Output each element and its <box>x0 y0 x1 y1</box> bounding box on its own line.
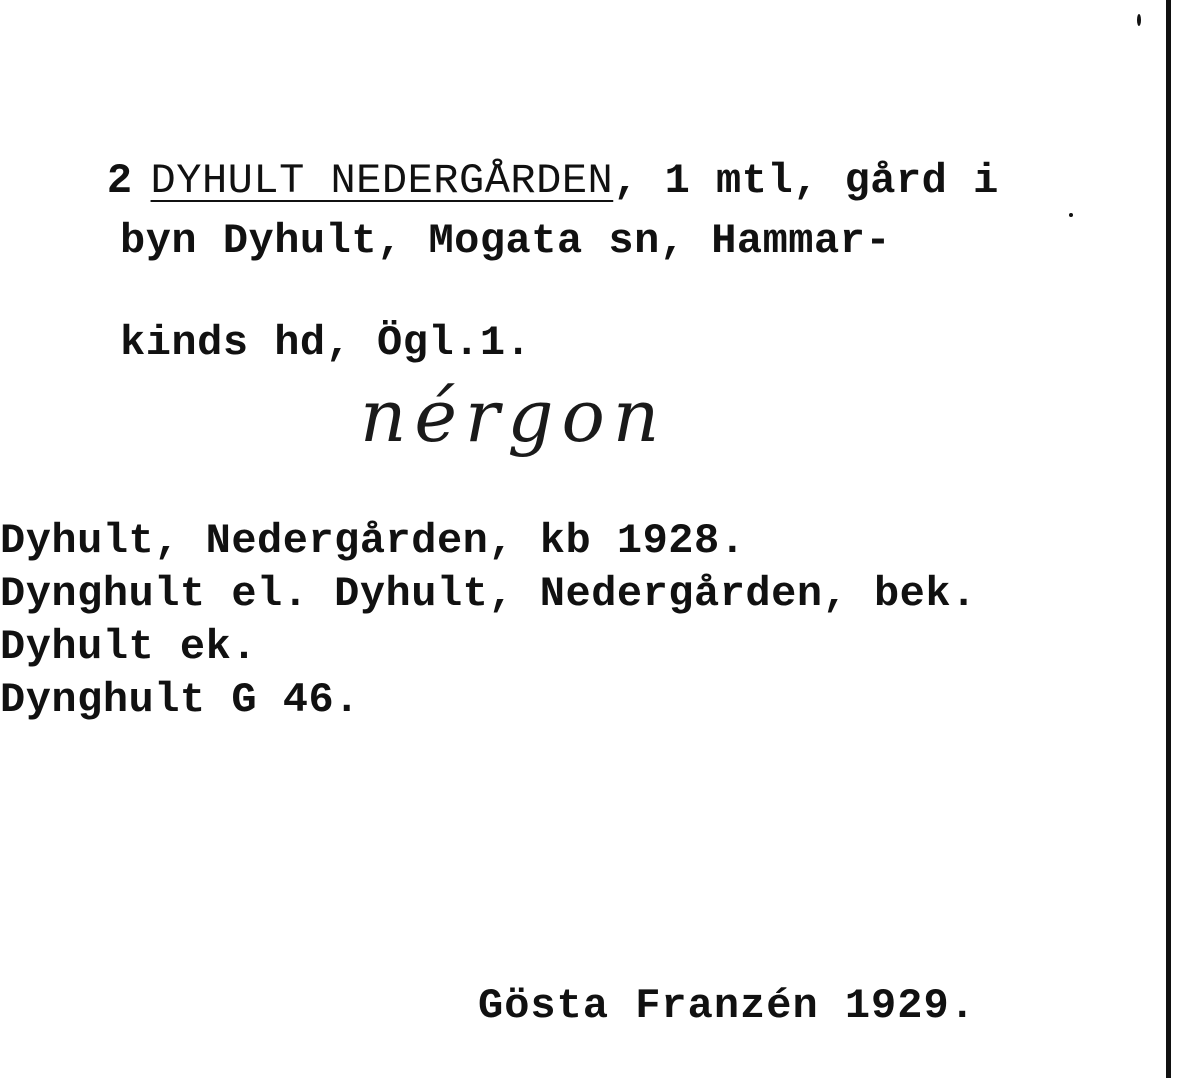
entry-number: 2 <box>106 157 133 205</box>
signature: Gösta Franzén 1929. <box>478 982 976 1030</box>
entry-heading-rest: , 1 mtl, gård i <box>613 157 999 205</box>
entry-name: DYHULT NEDERGÅRDEN <box>150 157 614 205</box>
ink-speck <box>1069 213 1073 217</box>
source-item: Dynghult G 46. <box>0 676 360 724</box>
entry-description-line-1: byn Dyhult, Mogata sn, Hammar- <box>120 217 892 265</box>
source-item: Dynghult el. Dyhult, Nedergården, bek. <box>0 570 977 618</box>
source-item: Dyhult ek. <box>0 623 258 671</box>
source-item: Dyhult, Nedergården, kb 1928. <box>0 517 746 565</box>
handwritten-pronunciation: nérgon <box>360 374 668 458</box>
source-list <box>0 515 977 727</box>
card-right-border <box>1166 0 1171 1078</box>
entry-description-line-2: kinds hd, Ögl.1. <box>120 319 532 367</box>
ink-speck <box>1137 14 1141 26</box>
